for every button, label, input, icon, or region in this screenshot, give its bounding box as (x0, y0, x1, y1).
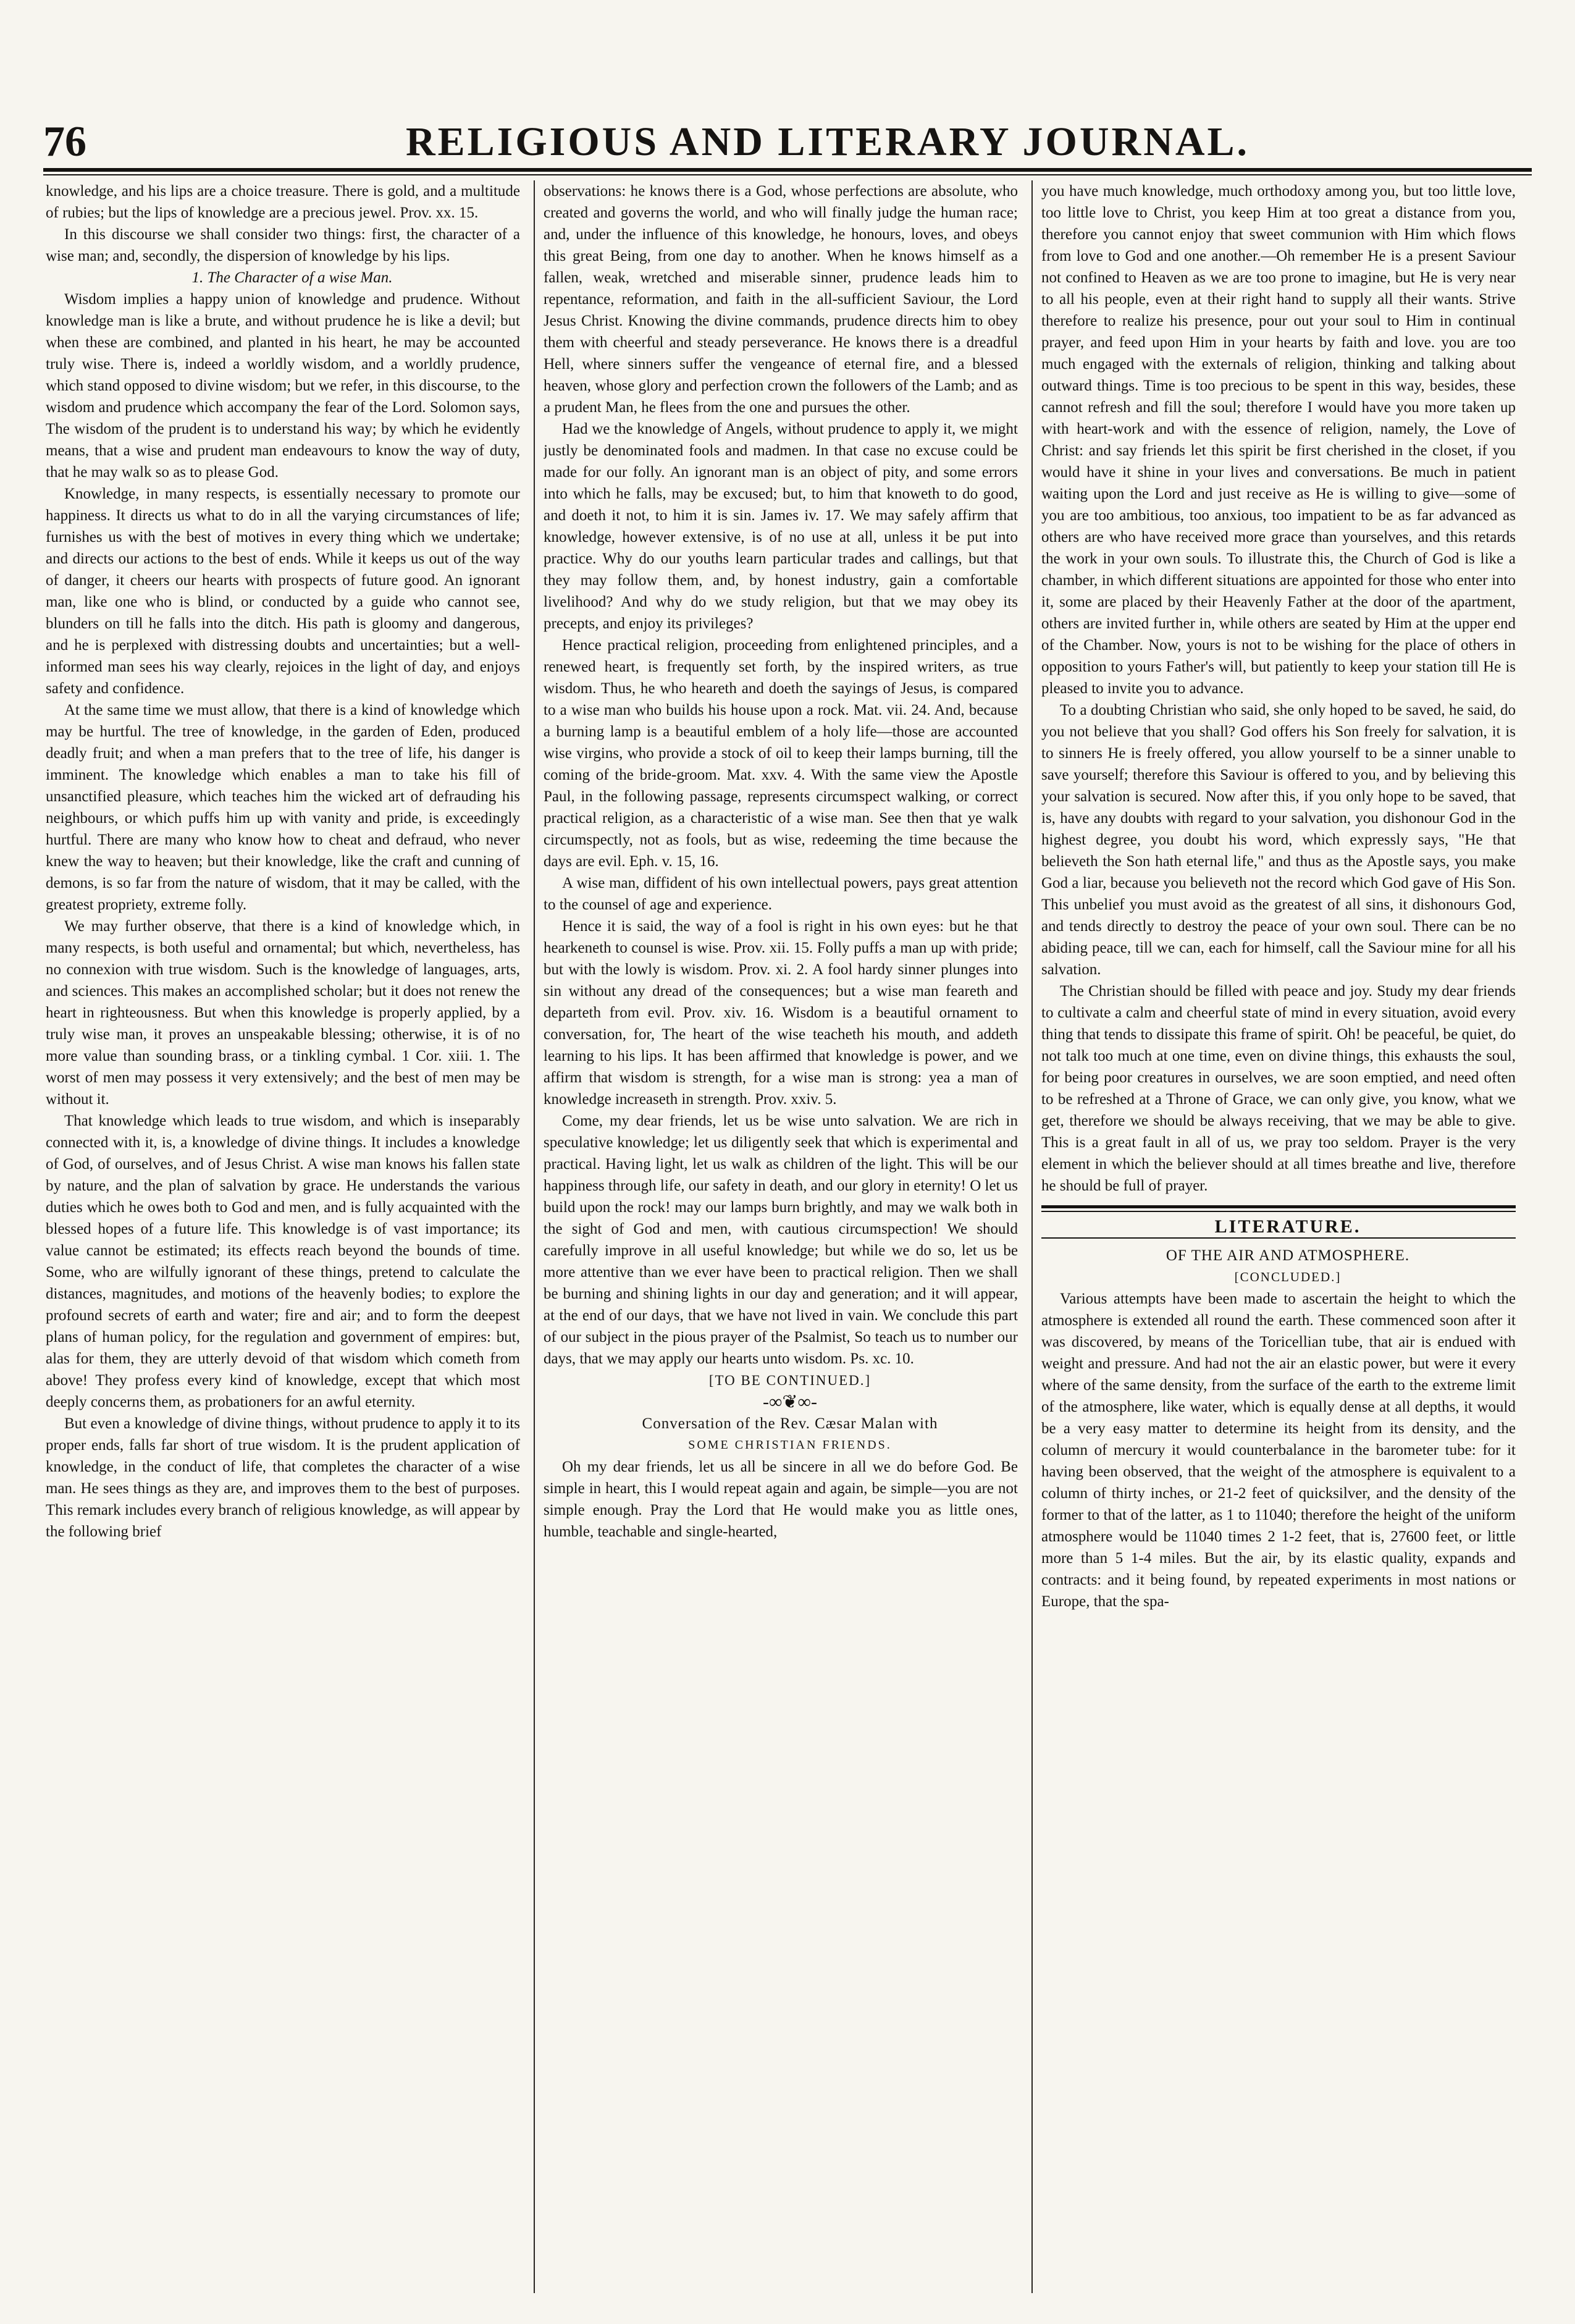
paragraph: In this discourse we shall consider two things: first, the character of a wise man; and, secondly, the dispersion of knowledge by his lips. (46, 226, 520, 264)
paragraph: That knowledge which leads to true wisdom, and which is inseparably connected with it, is, a knowledge of divine things. It includes a knowledge of God, of ourselves, and of Jesus Christ. A wise man knows his fallen state by nature, and the plan of salvation by grace. He understands the various duties which he owes both to God and men, and is fully acquainted with the blessed hopes of a future life. This knowledge is of vast importance; its value cannot be estimated; its effects reach beyond the bounds of time. Some, who are wilfully ignorant of these things, pretend to calculate the distances, magnitudes, and motions of the heavenly bodies; to explore the profound secrets of earth and water; fire and air; and to form the deepest plans of human policy, for the regulation and government of empires: but, alas for them, they are utterly devoid of that wisdom which cometh from above! They profess every kind of knowledge, except that which most deeply concerns them, as probationers for an awful eternity. (46, 1113, 520, 1410)
column-1 (46, 180, 520, 2293)
column-divider (534, 180, 535, 2293)
article-title: Conversation of the Rev. Cæsar Malan with (642, 1415, 938, 1432)
page-number: 76 (43, 118, 86, 166)
section-subhead: 1. The Character of a wise Man. (191, 269, 393, 286)
paragraph: Wisdom implies a happy union of knowledge and prudence. Without knowledge man is like a brute, and without prudence he is like a devil; but when these are combined, and planted in his heart, he may be accounted truly wise. There is, indeed a worldly wisdom, and a worldly prudence, which stand opposed to divine wisdom; but we refer, in this discourse, to the wisdom and prudence which accompany the fear of the Lord. Solomon says, The wisdom of the prudent is to understand his way; by which he evidently means, that a wise and prudent man endeavours to know the way of duty, that he may walk so as to please God. (46, 291, 520, 481)
paragraph: observations: he knows there is a God, whose perfections are absolute, who created and governs the world, and who will finally judge the human race; and, under the influence of this knowledge, he honours, loves, and obeys this great Being, from one day to another. When he knows himself as a fallen, weak, wretched and miserable sinner, prudence leads him to repentance, reformation, and faith in the all-sufficient Saviour, the Lord Jesus Christ. Knowing the divine commands, prudence directs him to obey them with cheerful and steady perseverance. He knows there is a dreadful Hell, where sinners suffer the vengeance of eternal fire, and a blessed heaven, whose glory and perfection crown the followers of the Lamb; and as a prudent Man, he flees from the one and pursues the other. (544, 183, 1018, 416)
paragraph: Had we the knowledge of Angels, without prudence to apply it, we might justly be denominated fools and madmen. In that case no excuse could be made for our folly. An ignorant man is an object of pity, and some errors into which he falls, may be excused; but, to him that knoweth to do good, and doeth it not, to him it is sin. James iv. 17. We may safely affirm that knowledge, however extensive, is of no use at all, unless it be put into practice. Why do our youths learn particular trades and callings, but that they may follow them, and, by honest industry, gain a comfortable livelihood? And why do we study religion, but that we may obey its precepts, and enjoy its privileges? (544, 421, 1018, 632)
header-rule (43, 168, 1532, 175)
paragraph: Come, my dear friends, let us be wise unto salvation. We are rich in speculative knowledge; let us diligently seek that which is experimental and practical. Having light, let us walk as children of the light. This will be our happiness through life, our safety in death, and our glory in eternity! O let us build upon the rock! may our lamps burn brightly, and may we walk both in the sight of God and men, with cautious circumspection! We should carefully improve in all useful knowledge; but while we do so, let us be more attentive than we ever have been to practical religion. Then we shall be burning and shining lights in our day and generation; and it will appear, at the end of our days, that we have not lived in vain. We conclude this part of our subject in the pious prayer of the Psalmist, So teach us to number our days, that we may apply our hearts unto wisdom. Ps. xc. 10. (544, 1113, 1018, 1367)
paragraph: Knowledge, in many respects, is essentially necessary to promote our happiness. It directs us what to do in all the varying circumstances of life; furnishes us with the best of motives in every thing which we undertake; and directs our actions to the best of ends. While it keeps us out of the way of danger, it cheers our hearts with prospects of future good. An ignorant man, like one who is blind, or conducted by a guide who cannot see, blunders on till he falls into the ditch. His path is gloomy and dangerous, and he is perplexed with distressing doubts and uncertainties; but a well-informed man sees his way clearly, rejoices in the light of day, and enjoys safety and confidence. (46, 486, 520, 697)
journal-title: RELIGIOUS AND LITERARY JOURNAL. (405, 119, 1250, 164)
ornament-divider: -∞❦∞- (763, 1392, 817, 1412)
opening-text: knowledge, and his lips are a choice treasure. There is gold, and a multitude of rubies; but the lips of knowledge are a precious jewel. Prov. xx. 15. (46, 183, 520, 221)
paragraph: Oh my dear friends, let us all be sincere in all we do before God. Be simple in heart, this I would repeat again and again, be simple—you are not simple enough. Pray the Lord that He would make you as little ones, humble, teachable and single-hearted, (544, 1459, 1018, 1540)
article-subtitle: [CONCLUDED.] (1234, 1269, 1342, 1284)
column-3 (1041, 180, 1516, 2293)
article-title: OF THE AIR AND ATMOSPHERE. (1166, 1247, 1410, 1264)
paragraph: To a doubting Christian who said, she only hoped to be saved, he said, do you not believe that you shall? God offers his Son freely for salvation, it is to sinners He is freely offered, you allow yourself to be a sinner unable to save yourself; therefore this Saviour is offered to you, and by believing this your salvation is secured. Now after this, if you only hope to be saved, that is, have any doubts with regard to your salvation, you dishonour God in the highest degree, you doubt his word, which expressly says, "He that believeth the Son hath eternal life," and thus as the Apostle says, you make God a liar, because you believeth not the record which God gave of His Son. This unbelief you must avoid as the greatest of all sins, it dishonours God, and tends directly to destroy the peace of your own soul. There can be no abiding peace, till we can, each for himself, call the Saviour mine for all his salvation. (1041, 702, 1516, 978)
paragraph: Hence it is said, the way of a fool is right in his own eyes: but he that hearkeneth to counsel is wise. Prov. xii. 15. Folly puffs a man up with pride; but with the lowly is wisdom. Prov. xi. 2. A fool hardy sinner plunges into sin without any dread of the consequences; but a wise man feareth and departeth from evil. Prov. xiv. 16. Wisdom is a beautiful ornament to conversation, for, The heart of the wise teacheth his mouth, and addeth learning to his lips. It has been affirmed that knowledge is power, and we affirm that wisdom is strength, for a wise man is strong: yea a man of knowledge increaseth in strength. Prov. xxiv. 5. (544, 918, 1018, 1108)
paragraph: At the same time we must allow, that there is a kind of knowledge which may be hurtful. The tree of knowledge, in the garden of Eden, produced deadly fruit; and when a man prefers that to the tree of life, his danger is imminent. The knowledge which enables a man to take his fill of unsanctified pleasure, which teaches him the wicked art of defrauding his neighbours, or which puffs him up with vanity and pride, is exceedingly hurtful. There are many who know how to cheat and defraud, who never knew the way to heaven; but their knowledge, like the craft and cunning of demons, is so far from the nature of wisdom, that it may be called, with the greatest propriety, extreme folly. (46, 702, 520, 913)
section-title: LITERATURE. (1214, 1216, 1361, 1237)
section-rule (1041, 1205, 1516, 1212)
to-be-continued: [TO BE CONTINUED.] (708, 1373, 872, 1388)
section-rule (1041, 1237, 1516, 1239)
paragraph: A wise man, diffident of his own intellectual powers, pays great attention to the counsel of age and experience. (544, 875, 1018, 913)
paragraph: But even a knowledge of divine things, without prudence to apply it to its proper ends, falls far short of true wisdom. It is the prudent application of knowledge, in the conduct of life, that completes the character of a wise man. He sees things as they are, and improves them to the best of purposes. This remark includes every branch of religious knowledge, as will appear by the following brief (46, 1415, 520, 1540)
page-header (43, 117, 1532, 167)
column-2 (544, 180, 1018, 2293)
column-divider (1031, 180, 1033, 2293)
paragraph: Hence practical religion, proceeding from enlightened principles, and a renewed heart, is frequently set forth, by the inspired writers, as true wisdom. Thus, he who heareth and doeth the sayings of Jesus, is compared to a wise man who builds his house upon a rock. Mat. vii. 24. And, because a burning lamp is a beautiful emblem of a holy life—those are accounted wise virgins, who provide a stock of oil to keep their lamps burning, till the coming of the bride-groom. Mat. xxv. 4. With the same view the Apostle Paul, in the following passage, represents circumspect walking, or correct practical religion, as a characteristic of a wise man. See then that ye walk circumspectly, not as fools, but as wise, redeeming the time because the days are evil. Eph. v. 15, 16. (544, 637, 1018, 870)
paragraph: Various attempts have been made to ascertain the height to which the atmosphere is extended all round the earth. These commenced soon after it was discovered, by means of the Toricellian tube, that air is endued with weight and pressure. And had not the air an elastic power, but were it every where of the same density, from the surface of the earth to the extreme limit of the atmosphere, like water, which is equally dense at all depths, it would be a very easy matter to determine its height from its density, and the column of mercury it would counterbalance in the barometer tube: for it having been observed, that the weight of the atmosphere is equivalent to a column of thirty inches, or 21-2 feet of quicksilver, and the density of the former to that of the latter, as 1 to 11040; therefore the height of the uniform atmosphere would be 11040 times 2 1-2 feet, that is, 27600 feet, or little more than 5 1-4 miles. But the air, by its elastic quality, expands and contracts: and it being found, by repeated experiments in most nations or Europe, that the spa- (1041, 1290, 1516, 1610)
paragraph: you have much knowledge, much orthodoxy among you, but too little love, too little love to Christ, you keep Him at too great a distance from you, therefore you cannot enjoy that sweet communion with Him which flows from love to God and one another.—Oh remember He is a present Saviour not confined to Heaven as we are too prone to imagine, but He is very near to all his people, even at their right hand to supply all their wants. Strive therefore to realize his presence, pour out your soul to Him in continual prayer, and feed upon Him in your hearts by faith and love. you are too much engaged with the externals of religion, thinking and talking about outward things. Time is too precious to be spent in this way, besides, these cannot refresh and fill the soul; therefore I would have you more taken up with heart-work and with the essence of religion, namely, the Love of Christ: and say friends let this spirit be first cherished in the closet, if you would have it shine in your lives and conversations. Be much in patient waiting upon the Lord and just receive as He is willing to give—some of you are too ambitious, too anxious, too impatient to be as far advanced as others are who have received more grace than yourselves, and this retards the work in your own souls. To illustrate this, the Church of God is like a chamber, in which different situations are appointed for those who enter into it, some are placed by their Heavenly Father at the door of the apartment, others are invited further in, while others are seated by Him at the upper end of the Chamber. Now, yours is not to be wishing for the place of others in opposition to yours Father's will, but patiently to keep your station till He is pleased to invite you to advance. (1041, 183, 1516, 697)
paragraph: We may further observe, that there is a kind of knowledge which, in many respects, is both useful and ornamental; but which, nevertheless, has no connexion with true wisdom. Such is the knowledge of languages, arts, and sciences. This makes an accomplished scholar; but it does not renew the heart in righteousness. But when this knowledge is properly applied, by a truly wise man, it proves an unspeakable blessing; otherwise, it is of no more value than sounding brass, or a tinkling cymbal. 1 Cor. xiii. 1. The worst of men may possess it very extensively; and the best of men may be without it. (46, 918, 520, 1108)
paragraph: The Christian should be filled with peace and joy. Study my dear friends to cultivate a calm and cheerful state of mind in every situation, avoid every thing that tends to dissipate this frame of spirit. Oh! be peaceful, be quiet, do not talk too much at one time, even on divine things, this exhausts the soul, for being poor creatures in ourselves, we are soon emptied, and need often to be refreshed at a Throne of Grace, we can only give, you know, what we get, therefore we should be always receiving, that we may be able to give. This is a great fault in all of us, we pray too seldom. Prayer is the very element in which the believer should at all times breathe and live, therefore he should be full of prayer. (1041, 983, 1516, 1194)
article-subtitle: SOME CHRISTIAN FRIENDS. (688, 1438, 892, 1452)
